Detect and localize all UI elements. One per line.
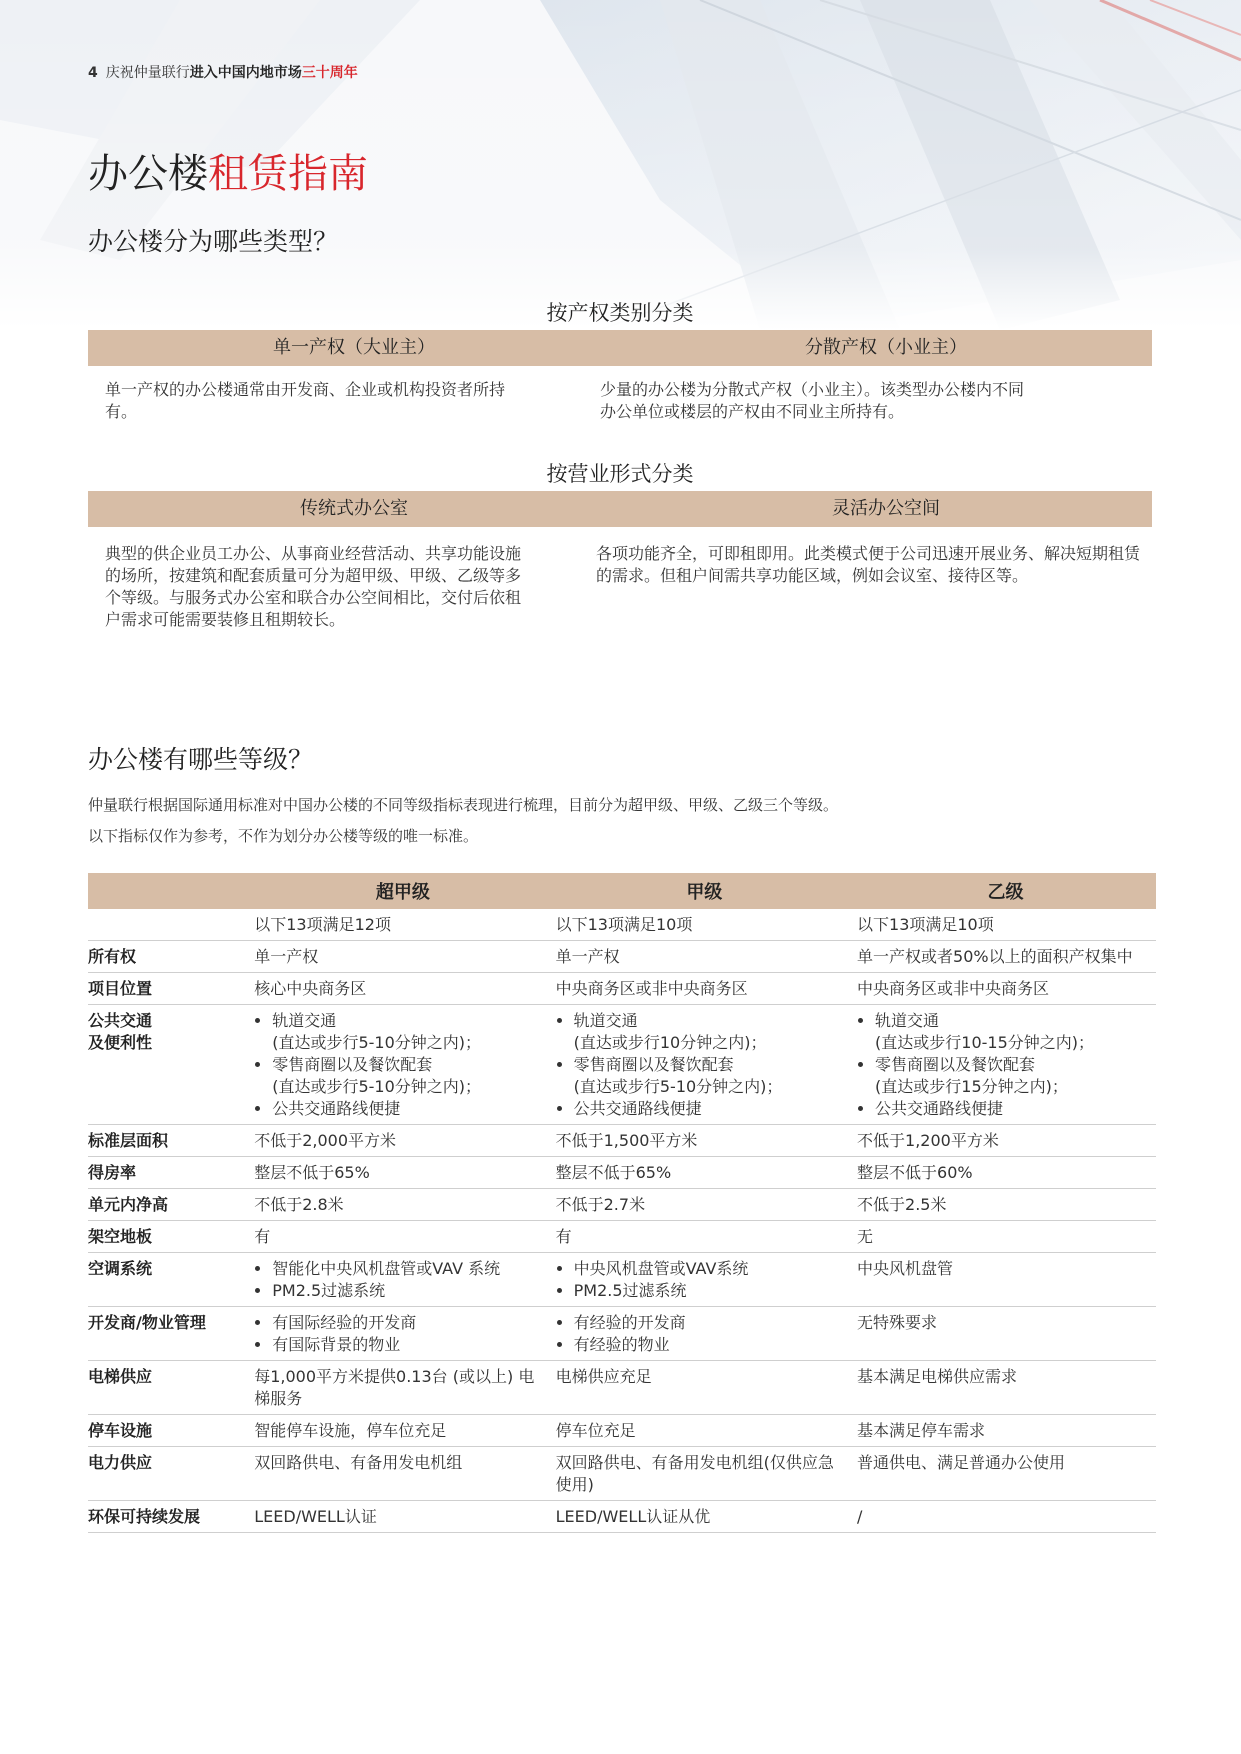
list-item: • 中央风机盘管或VAV系统 [574, 1258, 849, 1280]
table-row: 电力供应 双回路供电、有备用发电机组 双回路供电、有备用发电机组(仅供应急使用) 普通供电、满足普通办公使用 [88, 1447, 1156, 1501]
table-header-premium: 超甲级 [252, 873, 553, 909]
list-item: • 公共交通路线便捷 [272, 1098, 547, 1120]
business-col1-text: 典型的供企业员工办公、从事商业经营活动、共享功能设施的场所，按建筑和配套质量可分为超甲级、甲级、乙级等多个等级。与服务式办公室和联合办公空间相比，交付后依租户需求可能需要装修且租期较长。 [105, 544, 522, 629]
list-item: • 零售商圈以及餐饮配套 (直达或步行5-10分钟之内)； [272, 1054, 547, 1098]
table-row: 所有权 单一产权 单一产权 单一产权或者50%以上的面积产权集中 [88, 941, 1156, 973]
grades-intro-1: 仲量联行根据国际通用标准对中国办公楼的不同等级指标表现进行梳理，目前分为超甲级、甲级、乙级三个等级。 [88, 796, 839, 814]
table-row: 单元内净高 不低于2.8米 不低于2.7米 不低于2.5米 [88, 1189, 1156, 1221]
table-header-blank [88, 873, 252, 909]
table-header-grade-a: 甲级 [554, 873, 855, 909]
list-item: • 有经验的开发商 [574, 1312, 849, 1334]
ownership-col2-header: 分散产权（小业主） [805, 337, 967, 358]
ownership-category-title: 按产权类别分类 [546, 301, 694, 325]
page-title-part2: 租赁指南 [208, 151, 368, 197]
section-subtitle-types: 办公楼分为哪些类型？ [88, 227, 339, 256]
header-text-red: 三十周年 [301, 65, 358, 81]
list-item: • PM2.5过滤系统 [574, 1280, 849, 1302]
table-header-grade-b: 乙级 [855, 873, 1156, 909]
section-title-grades: 办公楼有哪些等级？ [88, 745, 314, 774]
list-item: • 有国际经验的开发商 [272, 1312, 547, 1334]
header-text-bold: 进入中国内地市场 [189, 65, 302, 81]
list-item: • 轨道交通 (直达或步行10-15分钟之内)； [875, 1010, 1150, 1054]
table-row: 得房率 整层不低于65% 整层不低于65% 整层不低于60% [88, 1157, 1156, 1189]
ownership-col2-text: 少量的办公楼为分散式产权（小业主）。该类型办公楼内不同办公单位或楼层的产权由不同业主所持有。 [600, 380, 1025, 421]
ownership-col1-header: 单一产权（大业主） [273, 337, 435, 358]
table-row: 电梯供应 每1,000平方米提供0.13台 (或以上) 电梯服务 电梯供应充足 基本满足电梯供应需求 [88, 1361, 1156, 1415]
list-item: • PM2.5过滤系统 [272, 1280, 547, 1302]
list-item: • 轨道交通 (直达或步行5-10分钟之内)； [272, 1010, 547, 1054]
table-row: 开发商/物业管理 • 有国际经验的开发商 • 有国际背景的物业 • 有经验的开发商 • 有经验的物业 无特殊要求 [88, 1307, 1156, 1361]
grades-intro-2: 以下指标仅作为参考，不作为划分办公楼等级的唯一标准。 [88, 827, 479, 845]
business-category-title: 按营业形式分类 [546, 462, 694, 486]
page-title [88, 152, 368, 196]
list-item: • 智能化中央风机盘管或VAV 系统 [272, 1258, 547, 1280]
list [254, 1010, 547, 1120]
business-col1-header: 传统式办公室 [300, 498, 408, 519]
list-item: • 零售商圈以及餐饮配套 (直达或步行15分钟之内)； [875, 1054, 1150, 1098]
table-row: 停车设施 智能停车设施，停车位充足 停车位充足 基本满足停车需求 [88, 1415, 1156, 1447]
list-item: • 公共交通路线便捷 [574, 1098, 849, 1120]
business-col2-header: 灵活办公空间 [832, 498, 940, 519]
list-item: • 轨道交通 (直达或步行10分钟之内)； [574, 1010, 849, 1054]
business-header-band [88, 491, 1152, 527]
table-row: 以下13项满足12项 以下13项满足10项 以下13项满足10项 [88, 909, 1156, 941]
page-number: 4 [88, 65, 98, 81]
table-row: 公共交通 及便利性 • 轨道交通 (直达或步行5-10分钟之内)； • 零售商圈以及餐饮配套 (直达或步行5-10分钟之内)； • 公共交通路线便捷 • 轨道交通 (直达或步行10分钟之内)； • 零售商圈以及餐饮配套 (直达或步行5-10分钟之内)； • 公共交通路线便捷 • 轨道交通 (直达或步行10-15分钟之内)； • 零售商圈以及餐饮配套 (直达或步行15分钟之内)； • 公共交通路线便捷 [88, 1005, 1156, 1125]
list [857, 1010, 1150, 1120]
table-row: 标准层面积 不低于2,000平方米 不低于1,500平方米 不低于1,200平方米 [88, 1125, 1156, 1157]
list [254, 1312, 547, 1356]
list [556, 1258, 849, 1302]
table-row: 架空地板 有 有 无 [88, 1221, 1156, 1253]
list-item: • 零售商圈以及餐饮配套 (直达或步行5-10分钟之内)； [574, 1054, 849, 1098]
list-item: • 公共交通路线便捷 [875, 1098, 1150, 1120]
list-item: • 有国际背景的物业 [272, 1334, 547, 1356]
list-item: • 有经验的物业 [574, 1334, 849, 1356]
table-header-row [88, 873, 1156, 909]
running-header [88, 62, 358, 82]
ownership-col1-text: 单一产权的办公楼通常由开发商、企业或机构投资者所持有。 [105, 380, 506, 421]
business-col2-text: 各项功能齐全，可即租即用。此类模式便于公司迅速开展业务、解决短期租赁的需求。但租户间需共享功能区域，例如会议室、接待区等。 [596, 544, 1141, 585]
table-row: 空调系统 • 智能化中央风机盘管或VAV 系统 • PM2.5过滤系统 • 中央风机盘管或VAV系统 • PM2.5过滤系统 中央风机盘管 [88, 1253, 1156, 1307]
list [254, 1258, 547, 1302]
table-row: 环保可持续发展 LEED/WELL认证 LEED/WELL认证从优 / [88, 1501, 1156, 1533]
page-title-part1: 办公楼 [88, 151, 208, 197]
ownership-header-band [88, 330, 1152, 366]
table-row: 项目位置 核心中央商务区 中央商务区或非中央商务区 中央商务区或非中央商务区 [88, 973, 1156, 1005]
list [556, 1312, 849, 1356]
list [556, 1010, 849, 1120]
header-text: 庆祝仲量联行 [105, 65, 190, 81]
grades-table [88, 873, 1156, 1533]
